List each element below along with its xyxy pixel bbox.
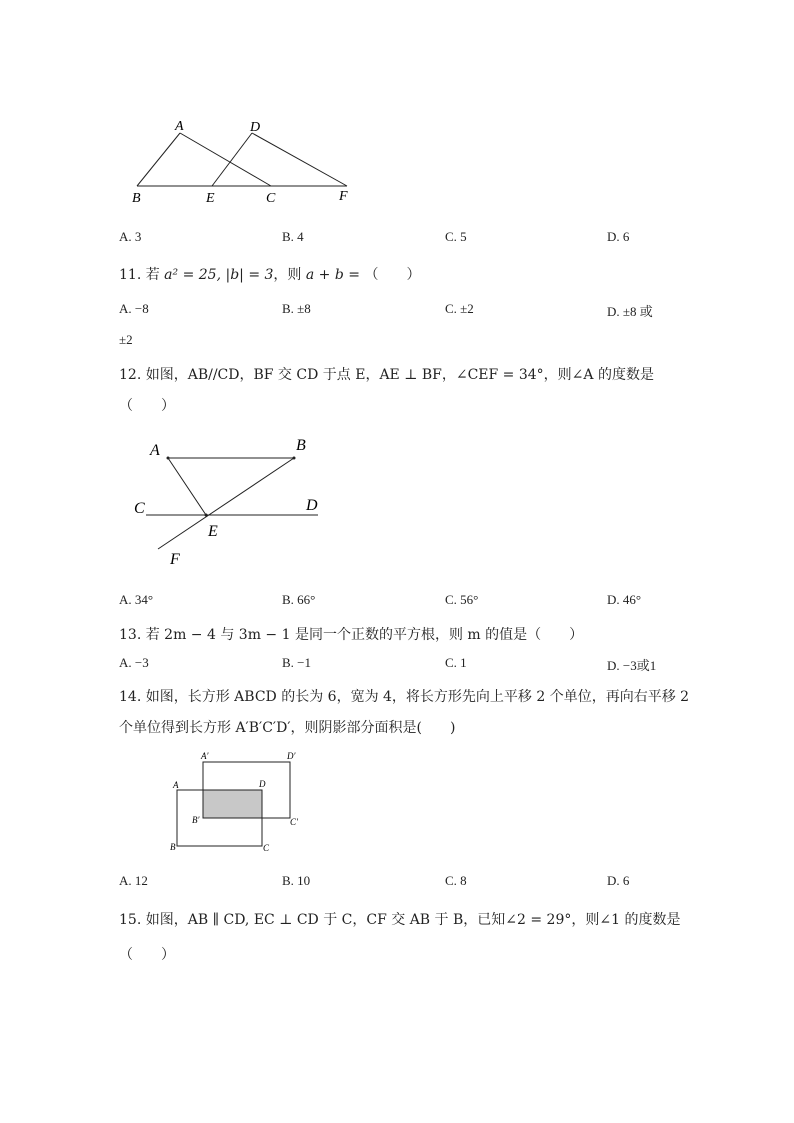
- q13-option-a[interactable]: A. −3: [119, 655, 149, 670]
- q12-option-a[interactable]: A. 34°: [119, 592, 154, 607]
- label-d-prime: D′: [287, 751, 296, 761]
- q10-option-c[interactable]: C. 5: [445, 229, 467, 244]
- point-e: [205, 514, 208, 517]
- q14-option-d[interactable]: D. 6: [607, 873, 630, 888]
- label-a-prime: A′: [201, 751, 209, 761]
- label-c-prime: C′: [290, 817, 298, 827]
- q15-stem-line1: 15. 如图，AB ∥ CD, EC ⊥ CD 于 C，CF 交 AB 于 B，已知∠2 = 29°，则∠1 的度数是: [119, 912, 681, 928]
- q11-tail: ，则: [273, 267, 302, 283]
- label-c: C: [263, 843, 270, 853]
- line-ba: [137, 133, 180, 186]
- q11-option-a[interactable]: A. −8: [119, 301, 149, 316]
- label-e: E: [206, 191, 215, 206]
- label-b-prime: B′: [192, 815, 200, 825]
- q11-option-b[interactable]: B. ±8: [282, 301, 311, 316]
- line-ac: [180, 133, 271, 186]
- shaded-area: [203, 790, 262, 818]
- label-d: D: [306, 497, 318, 514]
- figure-q14: [165, 748, 310, 856]
- point-a: [167, 457, 170, 460]
- figure-q12: [128, 432, 333, 572]
- q11-expression: a + b =: [305, 267, 360, 283]
- q10-option-d[interactable]: D. 6: [607, 229, 630, 244]
- q11-option-c[interactable]: C. ±2: [445, 301, 474, 316]
- q11-paren: （ ）: [364, 267, 421, 283]
- label-d: D: [250, 120, 261, 135]
- label-a: A: [173, 780, 179, 790]
- q14-option-c[interactable]: C. 8: [445, 873, 467, 888]
- q12-option-c[interactable]: C. 56°: [445, 592, 479, 607]
- q14-option-a[interactable]: A. 12: [119, 873, 148, 888]
- q11-number: 11. 若: [119, 267, 160, 283]
- q11-stem: [119, 264, 420, 284]
- q14-stem-line2: 个单位得到长方形 A′B′C′D′，则阴影部分面积是( ): [119, 720, 456, 736]
- q13-option-b[interactable]: B. −1: [282, 655, 312, 670]
- q15-paren: （ ）: [119, 947, 175, 963]
- label-e: E: [208, 523, 218, 540]
- q10-option-b[interactable]: B. 4: [282, 229, 304, 244]
- figure-q10: [125, 115, 365, 210]
- line-ed: [212, 133, 252, 186]
- label-f: F: [170, 551, 180, 568]
- label-a: A: [175, 119, 184, 134]
- line-bf: [158, 458, 294, 549]
- q13-option-d[interactable]: D. −3或1: [607, 658, 657, 673]
- point-b: [293, 457, 296, 460]
- q14-option-b[interactable]: B. 10: [282, 873, 311, 888]
- label-b: B: [132, 191, 141, 206]
- q14-stem-line1: 14. 如图，长方形 ABCD 的长为 6，宽为 4，将长方形先向上平移 2 个单位，再向右平移 2: [119, 689, 690, 705]
- q13-stem: 13. 若 2m − 4 与 3m − 1 是同一个正数的平方根，则 m 的值是（ ）: [119, 627, 584, 643]
- label-c: C: [266, 191, 276, 206]
- q12-stem: 12. 如图，AB//CD，BF 交 CD 于点 E，AE ⊥ BF，∠CEF = 34°，则∠A 的度数是: [119, 367, 654, 383]
- q12-option-b[interactable]: B. 66°: [282, 592, 316, 607]
- q11-option-d[interactable]: D. ±8 或: [607, 304, 653, 319]
- label-f: F: [339, 189, 348, 204]
- label-b: B: [296, 437, 306, 454]
- q12-option-d[interactable]: D. 46°: [607, 592, 642, 607]
- label-a: A: [150, 442, 160, 459]
- q11-equation: a² = 25, |b| = 3: [164, 267, 274, 283]
- label-d: D: [259, 779, 266, 789]
- q11-option-d-continued: ±2: [119, 332, 133, 347]
- label-b: B: [170, 842, 176, 852]
- q13-option-c[interactable]: C. 1: [445, 655, 467, 670]
- q12-paren: （ ）: [119, 398, 175, 414]
- line-ae: [168, 458, 206, 515]
- line-df: [252, 133, 347, 186]
- label-c: C: [134, 500, 145, 517]
- q10-option-a[interactable]: A. 3: [119, 229, 142, 244]
